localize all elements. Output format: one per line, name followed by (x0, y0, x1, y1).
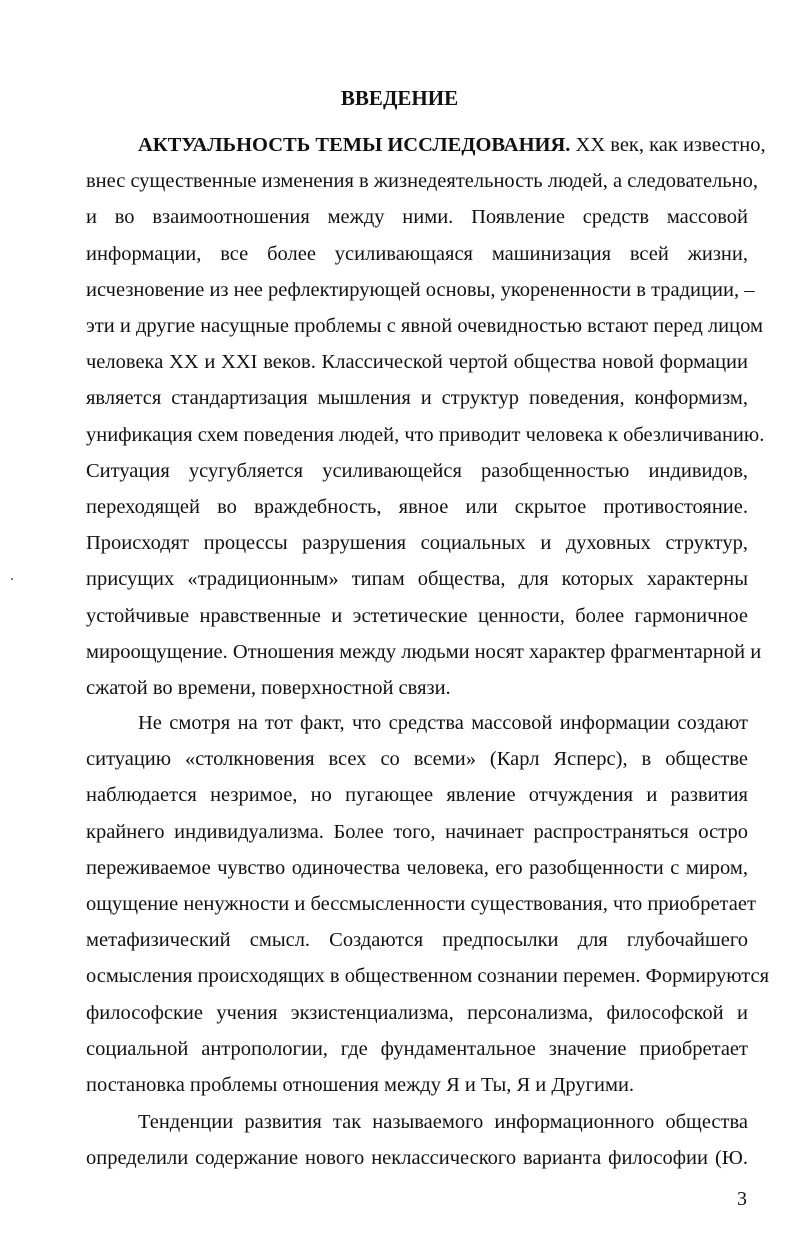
paragraph-line: исчезновение из нее рефлектирующей основы, укорененности в традиции, – (86, 278, 755, 301)
paragraph-line: Не смотря на тот факт, что средства массовой информации создают (138, 712, 748, 734)
text-run: XX век, как известно, (570, 134, 766, 156)
paragraph-line: философские учения экзистенциализма, персонализма, философской и (86, 1001, 748, 1024)
paragraph-3 (86, 1104, 748, 1176)
paragraph-line: является стандартизация мышления и структур поведения, конформизм, (86, 387, 748, 410)
paragraph-line: сжатой во времени, поверхностной связи. (86, 677, 451, 700)
paragraph-line: метафизический смысл. Создаются предпосылки для глубочайшего (86, 929, 748, 952)
paragraph-line: эти и другие насущные проблемы с явной очевидностью встают перед лицом (86, 315, 763, 338)
paragraph-line: мироощущение. Отношения между людьми носят характер фрагментарной и (86, 640, 762, 663)
page-number: 3 (737, 1188, 747, 1210)
paragraph-line (86, 127, 766, 163)
paragraph-line: Происходят процессы разрушения социальных и духовных структур, (86, 532, 748, 555)
paragraph-line: присущих «традиционным» типам общества, для которых характерны (86, 568, 748, 591)
paragraph-line: унификация схем поведения людей, что приводит человека к обезличиванию. (86, 423, 765, 446)
paragraph-2 (86, 705, 770, 1103)
paragraph-line: ситуацию «столкновения всех со всеми» (Карл Ясперс), в обществе (86, 748, 748, 771)
paragraph-line: постановка проблемы отношения между Я и Ты, Я и Другими. (86, 1074, 635, 1097)
section-lead: АКТУАЛЬНОСТЬ ТЕМЫ ИССЛЕДОВАНИЯ. (138, 134, 571, 156)
paragraph-line: переживаемое чувство одиночества человека, его разобщенности с миром, (86, 856, 748, 879)
paragraph-line: и во взаимоотношения между ними. Появление средств массовой (86, 206, 748, 229)
paragraph-1 (86, 127, 766, 706)
page-title: ВВЕДЕНИЕ (340, 86, 459, 110)
paragraph-line: наблюдается незримое, но пугающее явление отчуждения и развития (86, 784, 748, 807)
paragraph-line: устойчивые нравственные и эстетические ценности, более гармоничное (86, 604, 748, 627)
paragraph-line: информации, все более усиливающаяся машинизация всей жизни, (86, 242, 748, 265)
paragraph-line: определили содержание нового неклассического варианта философии (Ю. (86, 1147, 748, 1170)
paragraph-line: человека XX и XXI веков. Классической чертой общества новой формации (86, 351, 748, 374)
paragraph-line: переходящей во враждебность, явное или скрытое противостояние. (86, 496, 748, 519)
paragraph-line: внес существенные изменения в жизнедеятельность людей, а следовательно, (86, 170, 758, 193)
paragraph-line: Тенденции развития так называемого информационного общества (138, 1111, 748, 1133)
paragraph-line: осмысления происходящих в общественном сознании перемен. Формируются (86, 965, 770, 988)
scan-speck (11, 578, 13, 580)
paragraph-line: крайнего индивидуализма. Более того, начинает распространяться остро (86, 820, 748, 843)
paragraph-line: социальной антропологии, где фундаментальное значение приобретает (86, 1037, 748, 1060)
paragraph-line: ощущение ненужности и бессмысленности существования, что приобретает (86, 893, 756, 916)
paragraph-line: Ситуация усугубляется усиливающейся разобщенностью индивидов, (86, 459, 748, 482)
